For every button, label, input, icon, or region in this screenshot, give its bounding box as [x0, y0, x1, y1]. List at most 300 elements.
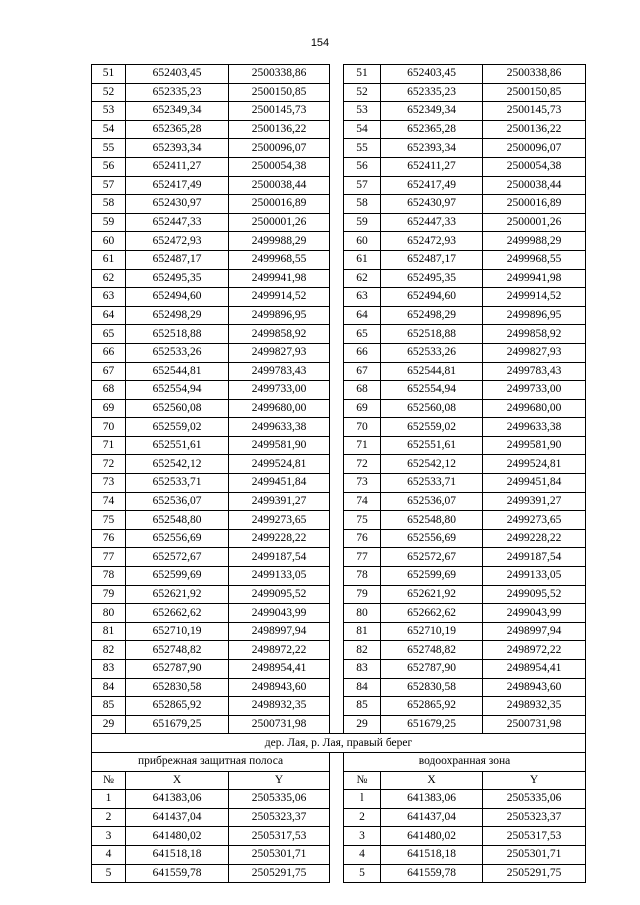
point-number-right: 76 — [344, 529, 381, 548]
y-coordinate-right: 2500016,89 — [483, 195, 586, 214]
x-coordinate-left: 652559,02 — [126, 418, 229, 437]
table-row — [92, 343, 586, 362]
point-number-left: 71 — [92, 436, 126, 455]
y-coordinate-left: 2500096,07 — [229, 139, 330, 158]
x-coordinate-right: 652542,12 — [381, 455, 483, 474]
y-coordinate-right: 2499733,00 — [483, 381, 586, 400]
table-row — [92, 65, 586, 84]
table-row — [92, 585, 586, 604]
y-coordinate-left: 2500054,38 — [229, 157, 330, 176]
x-coordinate-left: 652572,67 — [126, 548, 229, 567]
point-number-right: 59 — [344, 213, 381, 232]
point-number-right: 54 — [344, 120, 381, 139]
point-number-left: 83 — [92, 660, 126, 679]
y-coordinate-right: 2498954,41 — [483, 660, 586, 679]
x-coordinate-left: 652365,28 — [126, 120, 229, 139]
y-coordinate-left: 2499896,95 — [229, 306, 330, 325]
point-number-left: 5 — [92, 864, 126, 883]
y-coordinate-left: 2500731,98 — [229, 715, 330, 734]
point-number-right: 60 — [344, 232, 381, 251]
point-number-left: 84 — [92, 678, 126, 697]
column-gap — [330, 343, 344, 362]
y-coordinate-right: 2500338,86 — [483, 65, 586, 84]
y-coordinate-right: 2499680,00 — [483, 399, 586, 418]
x-coordinate-left: 652393,34 — [126, 139, 229, 158]
table-row — [92, 678, 586, 697]
point-number-left: 59 — [92, 213, 126, 232]
table-row — [92, 213, 586, 232]
y-coordinate-right: 2498932,35 — [483, 697, 586, 716]
x-coordinate-left: 652787,90 — [126, 660, 229, 679]
table-row — [92, 157, 586, 176]
column-gap — [330, 845, 344, 864]
column-gap — [330, 83, 344, 102]
point-number-right: 66 — [344, 343, 381, 362]
header-num-left: № — [92, 771, 126, 790]
table-row — [92, 474, 586, 493]
y-coordinate-right: 2499451,84 — [483, 474, 586, 493]
table-row — [92, 604, 586, 623]
y-coordinate-left: 2505335,06 — [229, 790, 330, 809]
column-gap — [330, 771, 344, 790]
column-gap — [330, 864, 344, 883]
point-number-left: 63 — [92, 288, 126, 307]
y-coordinate-left: 2499733,00 — [229, 381, 330, 400]
point-number-right: 2 — [344, 808, 381, 827]
x-coordinate-left: 652349,34 — [126, 102, 229, 121]
x-coordinate-right: 652365,28 — [381, 120, 483, 139]
column-gap — [330, 306, 344, 325]
column-gap — [330, 418, 344, 437]
column-gap — [330, 641, 344, 660]
y-coordinate-right: 2499858,92 — [483, 325, 586, 344]
point-number-right: 73 — [344, 474, 381, 493]
y-coordinate-right: 2498997,94 — [483, 622, 586, 641]
table-row — [92, 455, 586, 474]
point-number-right: 77 — [344, 548, 381, 567]
y-coordinate-right: 2499391,27 — [483, 492, 586, 511]
table-row — [92, 511, 586, 530]
column-gap — [330, 622, 344, 641]
table-row — [92, 864, 586, 883]
point-number-right: 29 — [344, 715, 381, 734]
x-coordinate-left: 652748,82 — [126, 641, 229, 660]
y-coordinate-left: 2499680,00 — [229, 399, 330, 418]
point-number-left: 70 — [92, 418, 126, 437]
y-coordinate-left: 2505323,37 — [229, 808, 330, 827]
point-number-left: 55 — [92, 139, 126, 158]
column-gap — [330, 585, 344, 604]
x-coordinate-right: 652335,23 — [381, 83, 483, 102]
point-number-left: 51 — [92, 65, 126, 84]
y-coordinate-left: 2499228,22 — [229, 529, 330, 548]
table-row — [92, 492, 586, 511]
point-number-left: 73 — [92, 474, 126, 493]
x-coordinate-left: 652554,94 — [126, 381, 229, 400]
zone-titles-row — [92, 752, 586, 771]
table-row — [92, 697, 586, 716]
x-coordinate-right: 652472,93 — [381, 232, 483, 251]
y-coordinate-left: 2499581,90 — [229, 436, 330, 455]
y-coordinate-left: 2499858,92 — [229, 325, 330, 344]
point-number-left: 29 — [92, 715, 126, 734]
y-coordinate-right: 2499228,22 — [483, 529, 586, 548]
y-coordinate-right: 2505335,06 — [483, 790, 586, 809]
x-coordinate-right: 652556,69 — [381, 529, 483, 548]
x-coordinate-left: 651679,25 — [126, 715, 229, 734]
x-coordinate-left: 652533,71 — [126, 474, 229, 493]
x-coordinate-right: 652494,60 — [381, 288, 483, 307]
point-number-right: 80 — [344, 604, 381, 623]
y-coordinate-left: 2499914,52 — [229, 288, 330, 307]
point-number-left: 64 — [92, 306, 126, 325]
x-coordinate-right: 652787,90 — [381, 660, 483, 679]
column-gap — [330, 102, 344, 121]
table-row — [92, 120, 586, 139]
y-coordinate-right: 2500054,38 — [483, 157, 586, 176]
y-coordinate-left: 2499187,54 — [229, 548, 330, 567]
y-coordinate-left: 2500338,86 — [229, 65, 330, 84]
header-y-left: Y — [229, 771, 330, 790]
point-number-right: 58 — [344, 195, 381, 214]
point-number-left: 3 — [92, 827, 126, 846]
column-gap — [330, 176, 344, 195]
column-gap — [330, 65, 344, 84]
point-number-right: 78 — [344, 567, 381, 586]
point-number-left: 76 — [92, 529, 126, 548]
x-coordinate-left: 652403,45 — [126, 65, 229, 84]
point-number-right: 75 — [344, 511, 381, 530]
table-row — [92, 548, 586, 567]
x-coordinate-right: 652533,71 — [381, 474, 483, 493]
x-coordinate-right: 652536,07 — [381, 492, 483, 511]
x-coordinate-right: 652417,49 — [381, 176, 483, 195]
x-coordinate-right: 652393,34 — [381, 139, 483, 158]
x-coordinate-left: 652544,81 — [126, 362, 229, 381]
y-coordinate-left: 2498997,94 — [229, 622, 330, 641]
column-gap — [330, 120, 344, 139]
y-coordinate-right: 2500001,26 — [483, 213, 586, 232]
x-coordinate-left: 652411,27 — [126, 157, 229, 176]
table-row — [92, 641, 586, 660]
point-number-left: 1 — [92, 790, 126, 809]
x-coordinate-right: 652430,97 — [381, 195, 483, 214]
x-coordinate-left: 641518,18 — [126, 845, 229, 864]
column-gap — [330, 269, 344, 288]
x-coordinate-right: 652662,62 — [381, 604, 483, 623]
point-number-left: 75 — [92, 511, 126, 530]
header-y-right: Y — [483, 771, 586, 790]
column-gap — [330, 660, 344, 679]
point-number-right: 81 — [344, 622, 381, 641]
table-row — [92, 399, 586, 418]
column-gap — [330, 232, 344, 251]
x-coordinate-left: 652472,93 — [126, 232, 229, 251]
y-coordinate-right: 2500136,22 — [483, 120, 586, 139]
point-number-left: 80 — [92, 604, 126, 623]
x-coordinate-right: 652830,58 — [381, 678, 483, 697]
point-number-right: 55 — [344, 139, 381, 158]
x-coordinate-right: 652560,08 — [381, 399, 483, 418]
y-coordinate-left: 2499941,98 — [229, 269, 330, 288]
point-number-right: 72 — [344, 455, 381, 474]
page-number: 154 — [310, 37, 330, 49]
column-gap — [330, 678, 344, 697]
column-gap — [330, 697, 344, 716]
right-zone-title: водоохранная зона — [344, 752, 586, 771]
y-coordinate-left: 2498972,22 — [229, 641, 330, 660]
table-row — [92, 102, 586, 121]
x-coordinate-right: 652548,80 — [381, 511, 483, 530]
point-number-left: 56 — [92, 157, 126, 176]
column-gap — [330, 381, 344, 400]
lower-rows — [92, 790, 586, 883]
x-coordinate-right: 652495,35 — [381, 269, 483, 288]
x-coordinate-left: 652548,80 — [126, 511, 229, 530]
point-number-right: 61 — [344, 250, 381, 269]
y-coordinate-right: 2499968,55 — [483, 250, 586, 269]
y-coordinate-left: 2499968,55 — [229, 250, 330, 269]
x-coordinate-left: 652495,35 — [126, 269, 229, 288]
y-coordinate-right: 2499581,90 — [483, 436, 586, 455]
column-gap — [330, 790, 344, 809]
x-coordinate-left: 641559,78 — [126, 864, 229, 883]
point-number-left: 62 — [92, 269, 126, 288]
point-number-right: 74 — [344, 492, 381, 511]
x-coordinate-left: 652487,17 — [126, 250, 229, 269]
x-coordinate-right: 652621,92 — [381, 585, 483, 604]
x-coordinate-right: 652554,94 — [381, 381, 483, 400]
column-gap — [330, 455, 344, 474]
header-num-right: № — [344, 771, 381, 790]
point-number-right: 57 — [344, 176, 381, 195]
y-coordinate-left: 2500136,22 — [229, 120, 330, 139]
y-coordinate-right: 2499827,93 — [483, 343, 586, 362]
point-number-right: 65 — [344, 325, 381, 344]
y-coordinate-right: 2498972,22 — [483, 641, 586, 660]
x-coordinate-left: 652335,23 — [126, 83, 229, 102]
y-coordinate-right: 2498943,60 — [483, 678, 586, 697]
y-coordinate-right: 2499187,54 — [483, 548, 586, 567]
point-number-right: 51 — [344, 65, 381, 84]
point-number-right: 3 — [344, 827, 381, 846]
column-gap — [330, 399, 344, 418]
table-row — [92, 325, 586, 344]
table-row — [92, 567, 586, 586]
y-coordinate-right: 2499633,38 — [483, 418, 586, 437]
point-number-left: 78 — [92, 567, 126, 586]
point-number-left: 2 — [92, 808, 126, 827]
point-number-right: 85 — [344, 697, 381, 716]
y-coordinate-right: 2500145,73 — [483, 102, 586, 121]
y-coordinate-right: 2500150,85 — [483, 83, 586, 102]
table-row — [92, 83, 586, 102]
point-number-left: 52 — [92, 83, 126, 102]
point-number-left: 53 — [92, 102, 126, 121]
table-row — [92, 232, 586, 251]
y-coordinate-left: 2505317,53 — [229, 827, 330, 846]
point-number-left: 67 — [92, 362, 126, 381]
table-row — [92, 436, 586, 455]
x-coordinate-left: 652830,58 — [126, 678, 229, 697]
y-coordinate-right: 2499783,43 — [483, 362, 586, 381]
column-gap — [330, 474, 344, 493]
table-row — [92, 269, 586, 288]
y-coordinate-left: 2500150,85 — [229, 83, 330, 102]
x-coordinate-left: 652542,12 — [126, 455, 229, 474]
point-number-right: 52 — [344, 83, 381, 102]
x-coordinate-right: 652498,29 — [381, 306, 483, 325]
x-coordinate-left: 652662,62 — [126, 604, 229, 623]
x-coordinate-right: 652533,26 — [381, 343, 483, 362]
table-row — [92, 306, 586, 325]
point-number-left: 57 — [92, 176, 126, 195]
point-number-left: 60 — [92, 232, 126, 251]
table-row — [92, 660, 586, 679]
table-row — [92, 529, 586, 548]
column-gap — [330, 548, 344, 567]
table-row — [92, 381, 586, 400]
x-coordinate-left: 652518,88 — [126, 325, 229, 344]
point-number-right: 68 — [344, 381, 381, 400]
x-coordinate-left: 652536,07 — [126, 492, 229, 511]
y-coordinate-right: 2499273,65 — [483, 511, 586, 530]
x-coordinate-right: 652599,69 — [381, 567, 483, 586]
y-coordinate-right: 2500731,98 — [483, 715, 586, 734]
x-coordinate-left: 641383,06 — [126, 790, 229, 809]
y-coordinate-left: 2499783,43 — [229, 362, 330, 381]
point-number-left: 61 — [92, 250, 126, 269]
column-gap — [330, 511, 344, 530]
x-coordinate-right: 641518,18 — [381, 845, 483, 864]
x-coordinate-right: 641437,04 — [381, 808, 483, 827]
x-coordinate-right: 652865,92 — [381, 697, 483, 716]
y-coordinate-right: 2499941,98 — [483, 269, 586, 288]
y-coordinate-left: 2500038,44 — [229, 176, 330, 195]
point-number-left: 65 — [92, 325, 126, 344]
point-number-left: 74 — [92, 492, 126, 511]
x-coordinate-right: 652748,82 — [381, 641, 483, 660]
header-x-left: X — [126, 771, 229, 790]
x-coordinate-right: 652518,88 — [381, 325, 483, 344]
point-number-left: 82 — [92, 641, 126, 660]
column-gap — [330, 715, 344, 734]
point-number-left: 54 — [92, 120, 126, 139]
coordinates-table — [91, 64, 586, 883]
point-number-right: 67 — [344, 362, 381, 381]
y-coordinate-right: 2505301,71 — [483, 845, 586, 864]
point-number-left: 85 — [92, 697, 126, 716]
point-number-right: 4 — [344, 845, 381, 864]
column-gap — [330, 529, 344, 548]
column-gap — [330, 567, 344, 586]
table-row — [92, 195, 586, 214]
point-number-right: 83 — [344, 660, 381, 679]
x-coordinate-left: 652551,61 — [126, 436, 229, 455]
y-coordinate-left: 2499451,84 — [229, 474, 330, 493]
x-coordinate-left: 652430,97 — [126, 195, 229, 214]
point-number-right: 69 — [344, 399, 381, 418]
column-gap — [330, 436, 344, 455]
table-row — [92, 845, 586, 864]
table-row — [92, 808, 586, 827]
column-gap — [330, 362, 344, 381]
column-gap — [330, 288, 344, 307]
y-coordinate-left: 2499524,81 — [229, 455, 330, 474]
y-coordinate-left: 2499391,27 — [229, 492, 330, 511]
column-gap — [330, 827, 344, 846]
x-coordinate-right: 652710,19 — [381, 622, 483, 641]
y-coordinate-left: 2500016,89 — [229, 195, 330, 214]
y-coordinate-right: 2505291,75 — [483, 864, 586, 883]
y-coordinate-left: 2499043,99 — [229, 604, 330, 623]
column-gap — [330, 195, 344, 214]
point-number-left: 79 — [92, 585, 126, 604]
x-coordinate-right: 651679,25 — [381, 715, 483, 734]
table-row — [92, 176, 586, 195]
x-coordinate-right: 641480,02 — [381, 827, 483, 846]
y-coordinate-left: 2499633,38 — [229, 418, 330, 437]
point-number-right: 79 — [344, 585, 381, 604]
y-coordinate-right: 2505323,37 — [483, 808, 586, 827]
x-coordinate-right: 641383,06 — [381, 790, 483, 809]
y-coordinate-left: 2498943,60 — [229, 678, 330, 697]
x-coordinate-right: 652403,45 — [381, 65, 483, 84]
x-coordinate-right: 652411,27 — [381, 157, 483, 176]
table-row — [92, 139, 586, 158]
x-coordinate-left: 652865,92 — [126, 697, 229, 716]
table-row — [92, 250, 586, 269]
point-number-left: 58 — [92, 195, 126, 214]
x-coordinate-right: 652559,02 — [381, 418, 483, 437]
column-gap — [330, 213, 344, 232]
table-row — [92, 362, 586, 381]
x-coordinate-right: 652487,17 — [381, 250, 483, 269]
column-gap — [330, 157, 344, 176]
y-coordinate-right: 2499133,05 — [483, 567, 586, 586]
point-number-left: 69 — [92, 399, 126, 418]
point-number-left: 77 — [92, 548, 126, 567]
point-number-right: 71 — [344, 436, 381, 455]
point-number-right: 84 — [344, 678, 381, 697]
column-gap — [330, 250, 344, 269]
y-coordinate-right: 2499524,81 — [483, 455, 586, 474]
column-gap — [330, 492, 344, 511]
y-coordinate-left: 2499273,65 — [229, 511, 330, 530]
upper-rows — [92, 65, 586, 734]
point-number-right: 62 — [344, 269, 381, 288]
y-coordinate-right: 2500038,44 — [483, 176, 586, 195]
point-number-right: 64 — [344, 306, 381, 325]
column-gap — [330, 139, 344, 158]
table-row — [92, 288, 586, 307]
header-x-right: X — [381, 771, 483, 790]
point-number-right: 63 — [344, 288, 381, 307]
point-number-right: 82 — [344, 641, 381, 660]
x-coordinate-right: 652447,33 — [381, 213, 483, 232]
x-coordinate-left: 652556,69 — [126, 529, 229, 548]
y-coordinate-left: 2500145,73 — [229, 102, 330, 121]
header-row — [92, 771, 586, 790]
y-coordinate-left: 2498954,41 — [229, 660, 330, 679]
y-coordinate-left: 2499827,93 — [229, 343, 330, 362]
x-coordinate-left: 652710,19 — [126, 622, 229, 641]
column-gap — [330, 325, 344, 344]
x-coordinate-left: 652533,26 — [126, 343, 229, 362]
point-number-right: 70 — [344, 418, 381, 437]
x-coordinate-right: 652544,81 — [381, 362, 483, 381]
x-coordinate-left: 652599,69 — [126, 567, 229, 586]
